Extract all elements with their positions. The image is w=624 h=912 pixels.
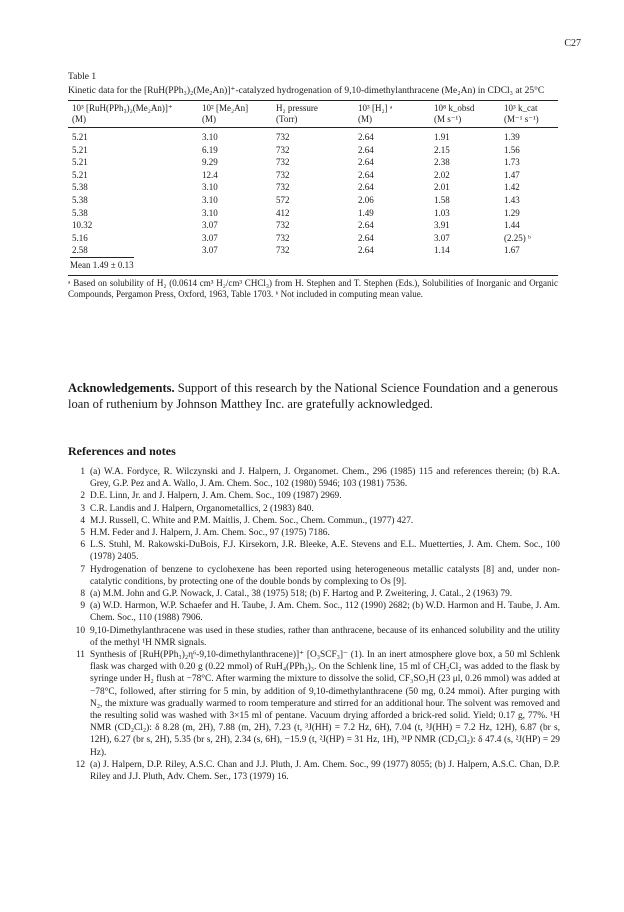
table-cell: 1.42: [504, 182, 520, 193]
table-cell: 10.32: [72, 220, 93, 231]
reference-text: (a) J. Halpern, D.P. Riley, A.S.C. Chan and J.J. Pluth, J. Am. Chem. Soc., 99 (1977) 8055; (b) J. Halpern, A.S.C. Chan, D.P. Riley and J.J. Pluth, Adv. Chem. Ser., 173 (1979) 16.: [90, 759, 560, 783]
table-cell: 2.38: [434, 157, 450, 168]
table-cell: 1.29: [504, 207, 520, 218]
table-cell: 1.14: [434, 245, 450, 256]
table-row: [68, 128, 558, 144]
table-cell: 1.58: [434, 194, 450, 205]
table-cell: 5.21: [72, 157, 88, 168]
reference-number: 12: [75, 759, 85, 770]
reference-number: 2: [80, 491, 85, 502]
reference-text: H.M. Feder and J. Halpern, J. Am. Chem. Soc., 97 (1975) 7186.: [90, 528, 330, 539]
table-cell: 3.91: [434, 220, 450, 231]
table-cell: 2.02: [434, 169, 450, 180]
header-k-obsd: 10⁸ k_obsd: [432, 101, 502, 115]
reference-text: (a) W.D. Harmon, W.P. Schaefer and H. Taube, J. Am. Chem. Soc., 112 (1990) 2682; (b) W.D. Harmon and H. Taube, J. Am. Chem. Soc., 110 (1988) 7906.: [90, 601, 560, 624]
table-cell: 3.10: [202, 182, 218, 193]
table-cell: 2.64: [358, 169, 374, 180]
table-cell: 732: [276, 144, 290, 155]
table-row: [68, 156, 558, 169]
header-catalyst-conc: 10³ [RuH(PPh₃)₂(Me₂An)]⁺: [68, 101, 200, 115]
table-footnote: ᵃ Based on solubility of H₂ (0.0614 cm³ H₂/cm³ CHCl₃) from H. Stephen and T. Stephen (Eds.), Solubilities of Inorganic and Organic Compounds, Pergamon Press, Oxford, 1963, Table 1703. ᵇ Not included in computing mean value.: [68, 275, 558, 301]
table-header-row-units-top: [68, 101, 558, 115]
table-cell: 732: [276, 232, 290, 243]
reference-text: C.R. Landis and J. Halpern, Organometallics, 2 (1983) 840.: [90, 503, 314, 514]
table-cell: 12.4: [202, 169, 218, 180]
table-body: [68, 128, 558, 272]
table-cell: 2.64: [358, 245, 374, 256]
table-row: [68, 169, 558, 182]
header-unit: (M s⁻¹): [432, 114, 502, 128]
table-cell: 1.49: [358, 207, 374, 218]
reference-number: 1: [80, 467, 85, 477]
references-list: [68, 466, 560, 783]
table-cell: 732: [276, 157, 290, 168]
table-cell: 3.07: [202, 245, 218, 256]
table-cell: 5.16: [72, 232, 88, 243]
table-cell: 2.64: [358, 157, 374, 168]
table-cell: 3.10: [202, 194, 218, 205]
table-cell: (2.25) ᵇ: [504, 232, 531, 243]
table-caption: Kinetic data for the [RuH(PPh₃)₂(Me₂An)]⁺-catalyzed hydrogenation of 9,10-dimethylanthracene (Me₂An) in CDCl₃ at 25°C: [68, 86, 545, 96]
reference-text: Hydrogenation of benzene to cyclohexene has been reported using heterogeneous metallic catalysts [8] and, under non-catalytic conditions, by protecting one of the double bonds by complexing to Os [9].: [90, 564, 560, 587]
mean-row: [68, 257, 558, 272]
table-cell: 732: [276, 182, 290, 193]
reference-item: [68, 588, 560, 600]
header-unit: (M): [356, 114, 432, 128]
table-cell: 2.64: [358, 220, 374, 231]
reference-number: 5: [80, 528, 85, 539]
page-number: C27: [564, 38, 581, 49]
table-cell: 732: [276, 245, 290, 256]
table-cell: 1.43: [504, 194, 520, 205]
table-row: [68, 219, 558, 232]
table-label: Table 1: [68, 72, 97, 82]
table-cell: 2.01: [434, 182, 450, 193]
header-k-cat: 10³ k_cat: [502, 101, 558, 115]
reference-number: 4: [80, 515, 85, 526]
reference-item: [68, 625, 560, 649]
table-cell: 3.07: [202, 232, 218, 243]
table-row: [68, 207, 558, 220]
table-cell: 5.21: [72, 169, 88, 180]
mean-value: Mean 1.49 ± 0.13: [70, 257, 134, 272]
table-cell: 5.21: [72, 132, 88, 142]
table-cell: 5.38: [72, 194, 88, 205]
acknowledgements-heading: Acknowledgements.: [68, 381, 175, 395]
reference-text: (a) W.A. Fordyce, R. Wilczynski and J. Halpern, J. Organomet. Chem., 296 (1985) 115 and references therein; (b) R.A. Grey, G.P. Pez and A. Wallo, J. Am. Chem. Soc., 102 (1980) 5946; 103 (1981) 7536.: [90, 467, 560, 490]
table-row: [68, 194, 558, 207]
table-cell: 9.29: [202, 157, 218, 168]
reference-item: [68, 539, 560, 563]
reference-number: 3: [80, 503, 85, 514]
table-cell: 2.06: [358, 194, 374, 205]
table-cell: 412: [276, 207, 290, 218]
header-h2-pressure: H₂ pressure: [274, 101, 356, 115]
table-cell: 732: [276, 220, 290, 231]
reference-text: L.S. Stuhl, M. Rakowski-DuBois, F.J. Kirsekorn, J.R. Bleeke, A.E. Stevens and E.L. Muetterties, J. Am. Chem. Soc., 100 (1978) 2405.: [90, 540, 560, 563]
reference-item: [68, 515, 560, 527]
header-unit: (M): [68, 114, 200, 128]
table-cell: 2.64: [358, 232, 374, 243]
references-heading: References and notes: [68, 444, 176, 458]
reference-text: (a) M.M. John and G.P. Nowack, J. Catal., 38 (1975) 518; (b) F. Hartog and P. Zweitering, J. Catal., 2 (1963) 79.: [90, 589, 513, 600]
table-cell: 3.07: [202, 220, 218, 231]
kinetic-data-table: [68, 100, 558, 272]
reference-item: [68, 490, 560, 502]
table-row: [68, 181, 558, 194]
header-unit: (Torr): [274, 114, 356, 128]
reference-number: 11: [75, 650, 85, 661]
acknowledgements: [68, 380, 558, 412]
reference-text: Synthesis of [RuH(PPh₃)₂η⁶-9,10-dimethylanthracene)]⁺ [O₃SCF₃]⁻ (1). In an inert atmosphere glove box, a 50 ml Schlenk flask was charged with 0.20 g (0.22 mmol) of RuH₄(PPh₃)₃. On the Schlenk line, 15 ml of CH₂Cl₂ was added to the flask by syringe under H₂ flush at −78°C. After warming the mixture to dissolve the solid, CF₃SO₃H (23 μl, 0.26 mmol) was added at −78°C, followed, after stirring for 5 min, by addition of 9,10-dimethylanthracene (50 mg, 0.24 mmoi). After purging with N₂, the mixture was gradually warmed to room temperature and stirred for an additional hour. The solvent was removed and the resulting solid was washed with 3×15 ml of pentane. Vacuum drying afforded a brick-red solid. Yield; 0.17 g, 77%. ¹H NMR (CD₂Cl₂): δ 8.28 (m, 2H), 7.88 (m, 2H), 7.23 (t, ³J(HH) = 7.2 Hz, 6H), 7.04 (t, ³J(HH) = 7.2 Hz, 12H), 6.87 (br s, 12H), 6.27 (br s, 2H), 5.35 (br s, 2H), 2.34 (s, 6H), −15.9 (t, ²J(HP) = 31 Hz, 1H), ³¹P NMR (CD₂Cl₂): δ 47.4 (s, ²J(HP) = 29 Hz).: [90, 650, 560, 758]
header-unit: (M): [200, 114, 274, 128]
table-cell: 732: [276, 132, 290, 142]
reference-item: [68, 564, 560, 588]
reference-number: 7: [80, 564, 85, 575]
table-cell: 3.07: [434, 232, 450, 243]
reference-number: 8: [80, 589, 85, 600]
reference-item: [68, 649, 560, 759]
reference-item: [68, 600, 560, 624]
table-cell: 2.64: [358, 132, 374, 142]
table-cell: 3.10: [202, 132, 218, 142]
table-cell: 1.03: [434, 207, 450, 218]
reference-text: D.E. Linn, Jr. and J. Halpern, J. Am. Chem. Soc., 109 (1987) 2969.: [90, 491, 342, 502]
table-cell: 1.47: [504, 169, 520, 180]
reference-item: [68, 466, 560, 490]
header-me2an-conc: 10² [Me₂An]: [200, 101, 274, 115]
table-cell: 6.19: [202, 144, 218, 155]
table-cell: 5.38: [72, 207, 88, 218]
table-header-row-units: [68, 114, 558, 128]
header-h2-conc: 10³ [H₂] ᵃ: [356, 101, 432, 115]
table-cell: 2.64: [358, 144, 374, 155]
reference-text: M.J. Russell, C. White and P.M. Maitlis, J. Chem. Soc., Chem. Commun., (1977) 427.: [90, 515, 414, 526]
table-cell: 5.21: [72, 144, 88, 155]
reference-number: 6: [80, 540, 85, 551]
table-cell: 1.67: [504, 245, 520, 256]
table-cell: 5.38: [72, 182, 88, 193]
table-cell: 1.73: [504, 157, 520, 168]
table-cell: 2.64: [358, 182, 374, 193]
reference-number: 9: [80, 601, 85, 612]
reference-number: 10: [75, 625, 85, 636]
table-cell: 1.56: [504, 144, 520, 155]
table-cell: 1.39: [504, 132, 520, 142]
table-cell: 572: [276, 194, 290, 205]
table-row: [68, 232, 558, 245]
table-cell: 3.10: [202, 207, 218, 218]
table-cell: 1.44: [504, 220, 520, 231]
table-cell: 1.91: [434, 132, 450, 142]
table-cell: 2.58: [72, 245, 88, 256]
header-unit: (M⁻¹ s⁻¹): [502, 114, 558, 128]
table-cell: 732: [276, 169, 290, 180]
table-row: [68, 244, 558, 257]
acknowledgements-text: Support of this research by the National Science Foundation and a generous loan of ruthenium by Johnson Matthey Inc. are gratefully acknowledged.: [68, 381, 558, 411]
reference-text: 9,10-Dimethylanthracene was used in these studies, rather than anthracene, because of its enhanced solubility and the utility of the methyl ¹H NMR signals.: [90, 625, 560, 648]
table-row: [68, 144, 558, 157]
reference-item: [68, 527, 560, 539]
table-cell: 2.15: [434, 144, 450, 155]
reference-item: [68, 503, 560, 515]
reference-item: [68, 759, 560, 783]
table-block: [68, 71, 558, 301]
